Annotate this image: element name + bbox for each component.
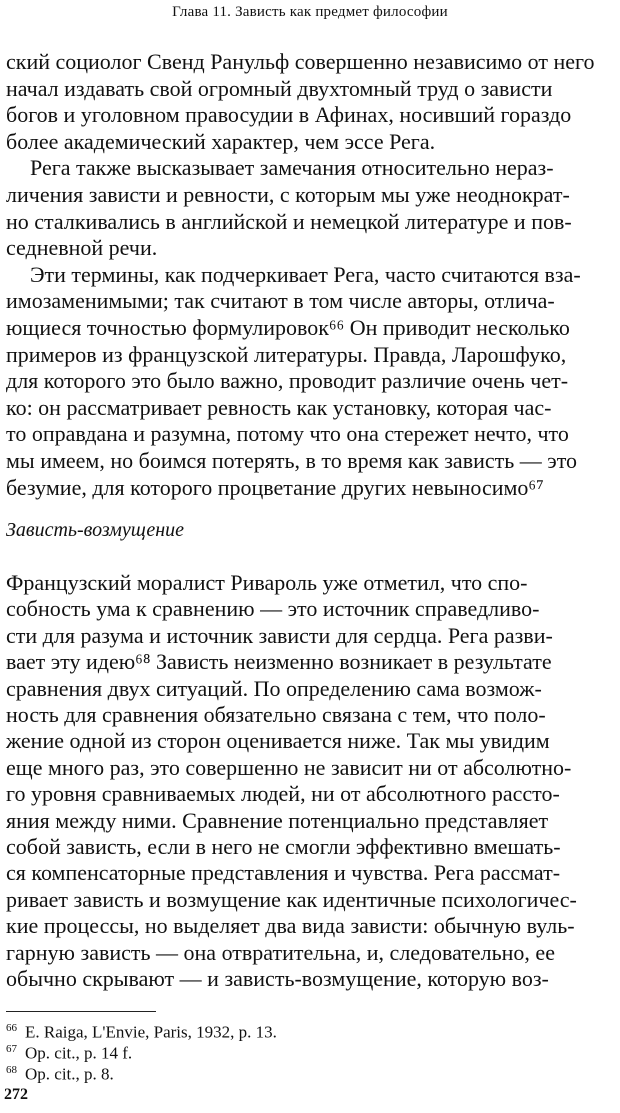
text-line: обычно скрывают — и зависть-возмущение, которую воз- xyxy=(6,966,549,991)
text-line: личения зависти и ревности, с которым мы уже неоднократ- xyxy=(6,182,570,207)
text-line: Французский моралист Ривароль уже отметил, что спо- xyxy=(6,570,528,595)
footnote-number: 66 xyxy=(6,1022,17,1034)
text-line: сравнения двух ситуаций. По определению сама возмож- xyxy=(6,675,542,701)
text-line: ность для сравнения обязательно связана с тем, что поло- xyxy=(6,702,546,727)
text-line: гарную зависть — она отвратительна, и, следовательно, ее xyxy=(6,939,555,965)
footnote-text: E. Raiga, L'Envie, Paris, 1932, p. 13. xyxy=(25,1022,277,1042)
text-line: ко: он рассматривает ревность как установку, которая час- xyxy=(6,394,552,420)
text-line: еще много раз, это совершенно не зависит ни от абсолютно- xyxy=(6,754,572,780)
text-line: вает эту идею⁶⁸ Зависть неизменно возникает в результате xyxy=(6,649,552,675)
footnote-number: 67 xyxy=(6,1043,17,1055)
text-line: го уровня сравниваемых людей, ни от абсолютного рассто- xyxy=(6,781,560,807)
footnote-text: Op. cit., p. 8. xyxy=(25,1064,114,1084)
footnote xyxy=(6,1060,114,1085)
text-line: ривает зависть и возмущение как идентичные психологичес- xyxy=(6,886,577,912)
text-line: примеров из французской литературы. Правда, Ларошфуко, xyxy=(6,341,567,367)
page-number: 272 xyxy=(4,1086,28,1103)
text-line: яния между ними. Сравнение потенциально представляет xyxy=(6,807,549,833)
footnote-text: Op. cit., p. 14 f. xyxy=(25,1043,133,1063)
text-line: более академический характер, чем эссе Рега. xyxy=(6,128,436,154)
text-line: для которого это было важно, проводит различие очень чет- xyxy=(6,368,569,394)
text-line: ский социолог Свенд Ранульф совершенно независимо от него xyxy=(6,49,595,74)
text-line: мы имеем, но боимся потерять, в то время как зависть — это xyxy=(6,448,578,473)
footnote-rule xyxy=(6,1011,156,1012)
text-line: Рега также высказывает замечания относительно нераз- xyxy=(30,155,554,181)
footnote-number: 68 xyxy=(6,1064,17,1076)
text-line: жение одной из сторон оценивается ниже. Так мы увидим xyxy=(6,728,550,754)
text-line: богов и уголовном правосудии в Афинах, носивший гораздо xyxy=(6,102,572,128)
text-line: начал издавать свой огромный двухтомный труд о зависти xyxy=(6,75,553,101)
text-line: ющиеся точностью формулировок⁶⁶ Он приводит несколько xyxy=(6,315,570,340)
text-line: собой зависть, если в него не смогли эффективно вмешать- xyxy=(6,834,561,859)
text-line: седневной речи. xyxy=(6,235,158,261)
running-header: Глава 11. Зависть как предмет философии xyxy=(172,4,448,20)
section-subheading: Зависть-возмущение xyxy=(6,519,185,541)
text-line: ся компенсаторные представления и чувства. Рега рассмат- xyxy=(6,860,561,886)
text-line: Эти термины, как подчеркивает Рега, часто считаются вза- xyxy=(30,261,581,287)
text-line: сти для разума и источник зависти для сердца. Рега разви- xyxy=(6,622,553,648)
text-line: кие процессы, но выделяет два вида зависти: обычную вуль- xyxy=(6,913,575,939)
text-line: безумие, для которого процветание других невыносимо⁶⁷ xyxy=(6,474,544,500)
text-line: собность ума к сравнению — это источник справедливо- xyxy=(6,596,540,622)
text-line: то оправдана и разумна, потому что она стережет нечто, что xyxy=(6,421,569,447)
text-line: но сталкивались в английской и немецкой литературе и пов- xyxy=(6,208,572,234)
text-line: имозаменимыми; так считают в том числе авторы, отлича- xyxy=(6,288,555,314)
